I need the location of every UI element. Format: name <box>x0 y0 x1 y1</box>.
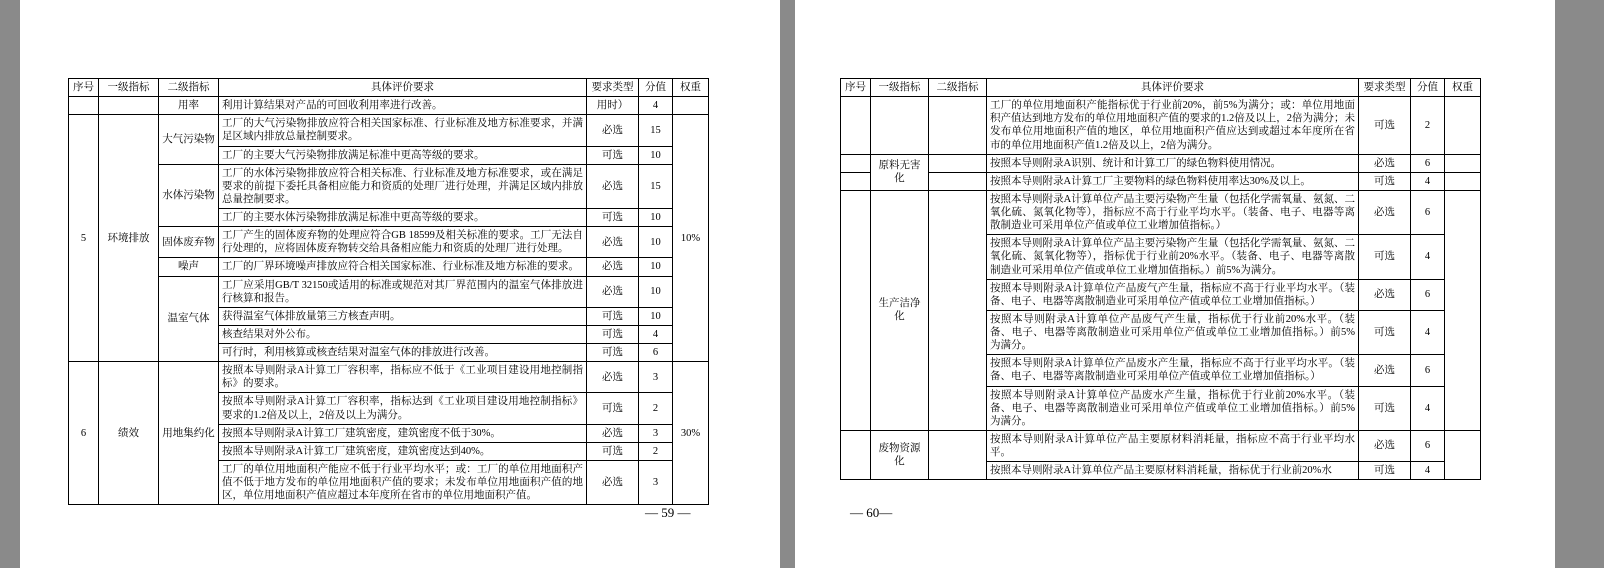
cell-l1: 原料无害化 <box>871 154 929 190</box>
cell-type: 用时） <box>587 97 639 115</box>
cell-requirement: 工厂的单位用地面积产能指标优于行业前20%，前5%为满分；或：单位用地面积产值达到地方发布的单位用地面积产值的要求的1.2倍及以上，2倍为满分；未发布单位用地面积产值的地区，单位用地面积产值应达到或超过本年度所在省市的单位用地面积产值1.2倍及以上，2倍为满分。 <box>987 97 1359 155</box>
cell-l2: 用率 <box>159 97 219 115</box>
cell-requirement: 按照本导则附录A计算单位产品废气产生量，指标应不高于行业平均水平。（装备、电子、电器等离散制造业可采用单位产值或单位工业增加值指标。） <box>987 279 1359 310</box>
cell-score: 3 <box>639 362 673 393</box>
cell-weight <box>1445 172 1481 190</box>
cell-l2: 水体污染物 <box>159 164 219 227</box>
cell-type: 可选 <box>587 146 639 164</box>
cell-no <box>841 154 871 172</box>
table-row <box>69 115 709 146</box>
table-row <box>841 190 1481 234</box>
cell-weight <box>1445 430 1481 479</box>
cell-score: 3 <box>639 424 673 442</box>
cell-requirement: 可行时，利用核算或核查结果对温室气体的排放进行改善。 <box>219 344 587 362</box>
cell-no: 5 <box>69 115 99 362</box>
cell-score: 3 <box>639 460 673 504</box>
cell-score: 4 <box>639 97 673 115</box>
cell-type: 必选 <box>587 362 639 393</box>
cell-score: 6 <box>639 344 673 362</box>
cell-type: 可选 <box>587 393 639 424</box>
cell-score: 2 <box>639 393 673 424</box>
cell-score: 4 <box>1411 172 1445 190</box>
cell-score: 10 <box>639 258 673 276</box>
cell-score: 10 <box>639 227 673 258</box>
cell-type: 必选 <box>1359 430 1411 461</box>
cell-requirement: 工厂的大气污染物排放应符合相关国家标准、行业标准及地方标准要求，并满足区域内排放总量控制要求。 <box>219 115 587 146</box>
cell-l2: 固体废弃物 <box>159 227 219 258</box>
cell-l2 <box>929 190 987 430</box>
col-header-l2: 二级指标 <box>159 79 219 97</box>
cell-l2: 用地集约化 <box>159 362 219 505</box>
cell-l2 <box>929 97 987 155</box>
cell-requirement: 核查结果对外公布。 <box>219 325 587 343</box>
cell-type: 必选 <box>1359 279 1411 310</box>
table-header-row <box>69 79 709 97</box>
cell-type: 必选 <box>587 164 639 208</box>
cell-requirement: 工厂的主要水体污染物排放满足标准中更高等级的要求。 <box>219 209 587 227</box>
cell-score: 4 <box>639 325 673 343</box>
cell-score: 10 <box>639 209 673 227</box>
cell-requirement: 工厂的水体污染物排放应符合相关标准、行业标准及地方标准要求，或在满足要求的前提下委托具备相应能力和资质的处理厂进行处理，并满足区域内排放总量控制要求。 <box>219 164 587 208</box>
col-header-requirement: 具体评价要求 <box>987 79 1359 97</box>
cell-l2 <box>929 172 987 190</box>
table-wrapper-right <box>840 78 1481 480</box>
cell-type: 必选 <box>587 276 639 307</box>
cell-weight <box>1445 154 1481 172</box>
col-header-score: 分值 <box>1411 79 1445 97</box>
cell-l1: 废物资源化 <box>871 430 929 479</box>
col-header-l1: 一级指标 <box>871 79 929 97</box>
cell-type: 必选 <box>1359 154 1411 172</box>
cell-l1: 环境排放 <box>99 115 159 362</box>
cell-requirement: 按照本导则附录A计算单位产品废水产生量，指标优于行业前20%水平。（装备、电子、电器等离散制造业可采用单位产值或单位工业增加值指标。）前5%为满分。 <box>987 386 1359 430</box>
cell-requirement: 按照本导则附录A识别、统计和计算工厂的绿色物料使用情况。 <box>987 154 1359 172</box>
cell-no <box>69 97 99 115</box>
cell-score: 10 <box>639 146 673 164</box>
cell-no <box>841 190 871 430</box>
cell-type: 必选 <box>587 258 639 276</box>
cell-l2: 大气污染物 <box>159 115 219 164</box>
table-row <box>841 97 1481 155</box>
cell-l1: 绩效 <box>99 362 159 505</box>
cell-score: 4 <box>1411 235 1445 279</box>
col-header-no: 序号 <box>69 79 99 97</box>
cell-weight <box>673 97 709 115</box>
cell-score: 10 <box>639 307 673 325</box>
col-header-l1: 一级指标 <box>99 79 159 97</box>
cell-requirement: 获得温室气体排放量第三方核查声明。 <box>219 307 587 325</box>
cell-type: 可选 <box>1359 235 1411 279</box>
cell-l1: 生产洁净化 <box>871 190 929 430</box>
cell-requirement: 按照本导则附录A计算单位产品废气产生量，指标优于行业前20%水平。（装备、电子、电器等离散制造业可采用单位产值或单位工业增加值指标。）前5%为满分。 <box>987 310 1359 354</box>
cell-type: 可选 <box>587 442 639 460</box>
cell-type: 可选 <box>587 307 639 325</box>
cell-type: 必选 <box>1359 190 1411 234</box>
cell-type: 可选 <box>1359 97 1411 155</box>
cell-l1 <box>871 97 929 155</box>
evaluation-table-right <box>840 78 1481 480</box>
cell-requirement: 按照本导则附录A计算单位产品主要原材料消耗量，指标优于行业前20%水 <box>987 462 1359 480</box>
table-row <box>841 172 1481 190</box>
cell-requirement: 按照本导则附录A计算工厂容积率，指标达到《工业项目建设用地控制指标》要求的1.2倍及以上，2倍及以上为满分。 <box>219 393 587 424</box>
document-page-right <box>795 0 1555 568</box>
table-row <box>69 164 709 208</box>
cell-type: 必选 <box>587 115 639 146</box>
cell-type: 可选 <box>587 344 639 362</box>
cell-l2: 温室气体 <box>159 276 219 362</box>
col-header-type: 要求类型 <box>1359 79 1411 97</box>
cell-score: 2 <box>1411 97 1445 155</box>
cell-score: 4 <box>1411 310 1445 354</box>
cell-score: 10 <box>639 276 673 307</box>
cell-no <box>841 172 871 190</box>
table-row <box>69 276 709 307</box>
cell-weight <box>1445 190 1481 430</box>
cell-requirement: 按照本导则附录A计算工厂建筑密度，建筑密度不低于30%。 <box>219 424 587 442</box>
cell-score: 6 <box>1411 430 1445 461</box>
table-row <box>69 97 709 115</box>
table-row <box>69 227 709 258</box>
document-page-left <box>20 0 780 568</box>
cell-score: 15 <box>639 164 673 208</box>
cell-requirement: 按照本导则附录A计算工厂建筑密度，建筑密度达到40%。 <box>219 442 587 460</box>
cell-requirement: 按照本导则附录A计算单位产品主要原材料消耗量，指标应不高于行业平均水平。 <box>987 430 1359 461</box>
cell-requirement: 工厂应采用GB/T 32150或适用的标准或规范对其厂界范围内的温室气体排放进行核算和报告。 <box>219 276 587 307</box>
cell-weight <box>1445 97 1481 155</box>
table-row <box>841 430 1481 461</box>
cell-type: 必选 <box>587 227 639 258</box>
cell-no <box>841 97 871 155</box>
cell-no <box>841 430 871 479</box>
cell-requirement: 按照本导则附录A计算工厂主要物料的绿色物料使用率达30%及以上。 <box>987 172 1359 190</box>
col-header-no: 序号 <box>841 79 871 97</box>
cell-requirement: 按照本导则附录A计算单位产品主要污染物产生量（包括化学需氧量、氨氮、二氧化硫、氮氧化物等），指标优于行业前20%水平。（装备、电子、电器等离散制造业可采用单位产值或单位工业增加值指标。）前5%为满分。 <box>987 235 1359 279</box>
cell-type: 可选 <box>1359 172 1411 190</box>
cell-type: 可选 <box>1359 386 1411 430</box>
col-header-score: 分值 <box>639 79 673 97</box>
cell-type: 可选 <box>1359 310 1411 354</box>
page-number-left: — 59 — <box>645 505 691 520</box>
cell-type: 可选 <box>587 209 639 227</box>
cell-weight: 10% <box>673 115 709 362</box>
cell-type: 必选 <box>587 424 639 442</box>
cell-score: 4 <box>1411 386 1445 430</box>
cell-score: 15 <box>639 115 673 146</box>
page-number-right: — 60— <box>850 505 893 520</box>
cell-requirement: 工厂的单位用地面积产能应不低于行业平均水平；或：工厂的单位用地面积产值不低于地方发布的单位用地面积产值的要求；未发布单位用地面积产值的地区，单位用地面积产值应超过本年度所在省市的单位用地面积产值。 <box>219 460 587 504</box>
table-row <box>841 154 1481 172</box>
col-header-weight: 权重 <box>673 79 709 97</box>
cell-score: 6 <box>1411 154 1445 172</box>
col-header-requirement: 具体评价要求 <box>219 79 587 97</box>
cell-requirement: 按照本导则附录A计算单位产品主要污染物产生量（包括化学需氧量、氨氮、二氧化硫、氮氧化物等），指标应不高于行业平均水平。（装备、电子、电器等离散制造业可采用单位产值或单位工业增加值指标。） <box>987 190 1359 234</box>
cell-type: 必选 <box>1359 355 1411 386</box>
cell-no: 6 <box>69 362 99 505</box>
table-row <box>69 258 709 276</box>
cell-requirement: 利用计算结果对产品的可回收利用率进行改善。 <box>219 97 587 115</box>
cell-type: 可选 <box>1359 462 1411 480</box>
cell-score: 6 <box>1411 279 1445 310</box>
cell-weight: 30% <box>673 362 709 505</box>
cell-requirement: 按照本导则附录A计算工厂容积率，指标应不低于《工业项目建设用地控制指标》的要求。 <box>219 362 587 393</box>
cell-score: 6 <box>1411 190 1445 234</box>
cell-requirement: 工厂产生的固体废弃物的处理应符合GB 18599及相关标准的要求。工厂无法自行处理的，应将固体废弃物转交给具备相应能力和资质的处理厂进行处理。 <box>219 227 587 258</box>
cell-l1 <box>99 97 159 115</box>
table-row <box>69 362 709 393</box>
evaluation-table-left <box>68 78 709 505</box>
cell-l2: 噪声 <box>159 258 219 276</box>
col-header-weight: 权重 <box>1445 79 1481 97</box>
table-header-row <box>841 79 1481 97</box>
cell-l2 <box>929 430 987 479</box>
cell-requirement: 工厂的厂界环境噪声排放应符合相关国家标准、行业标准及地方标准的要求。 <box>219 258 587 276</box>
cell-l2 <box>929 154 987 172</box>
table-wrapper-left <box>68 78 709 505</box>
col-header-type: 要求类型 <box>587 79 639 97</box>
cell-score: 2 <box>639 442 673 460</box>
cell-requirement: 工厂的主要大气污染物排放满足标准中更高等级的要求。 <box>219 146 587 164</box>
cell-requirement: 按照本导则附录A计算单位产品废水产生量，指标应不高于行业平均水平。（装备、电子、电器等离散制造业可采用单位产值或单位工业增加值指标。） <box>987 355 1359 386</box>
cell-score: 4 <box>1411 462 1445 480</box>
cell-type: 必选 <box>587 460 639 504</box>
cell-type: 可选 <box>587 325 639 343</box>
col-header-l2: 二级指标 <box>929 79 987 97</box>
cell-score: 6 <box>1411 355 1445 386</box>
